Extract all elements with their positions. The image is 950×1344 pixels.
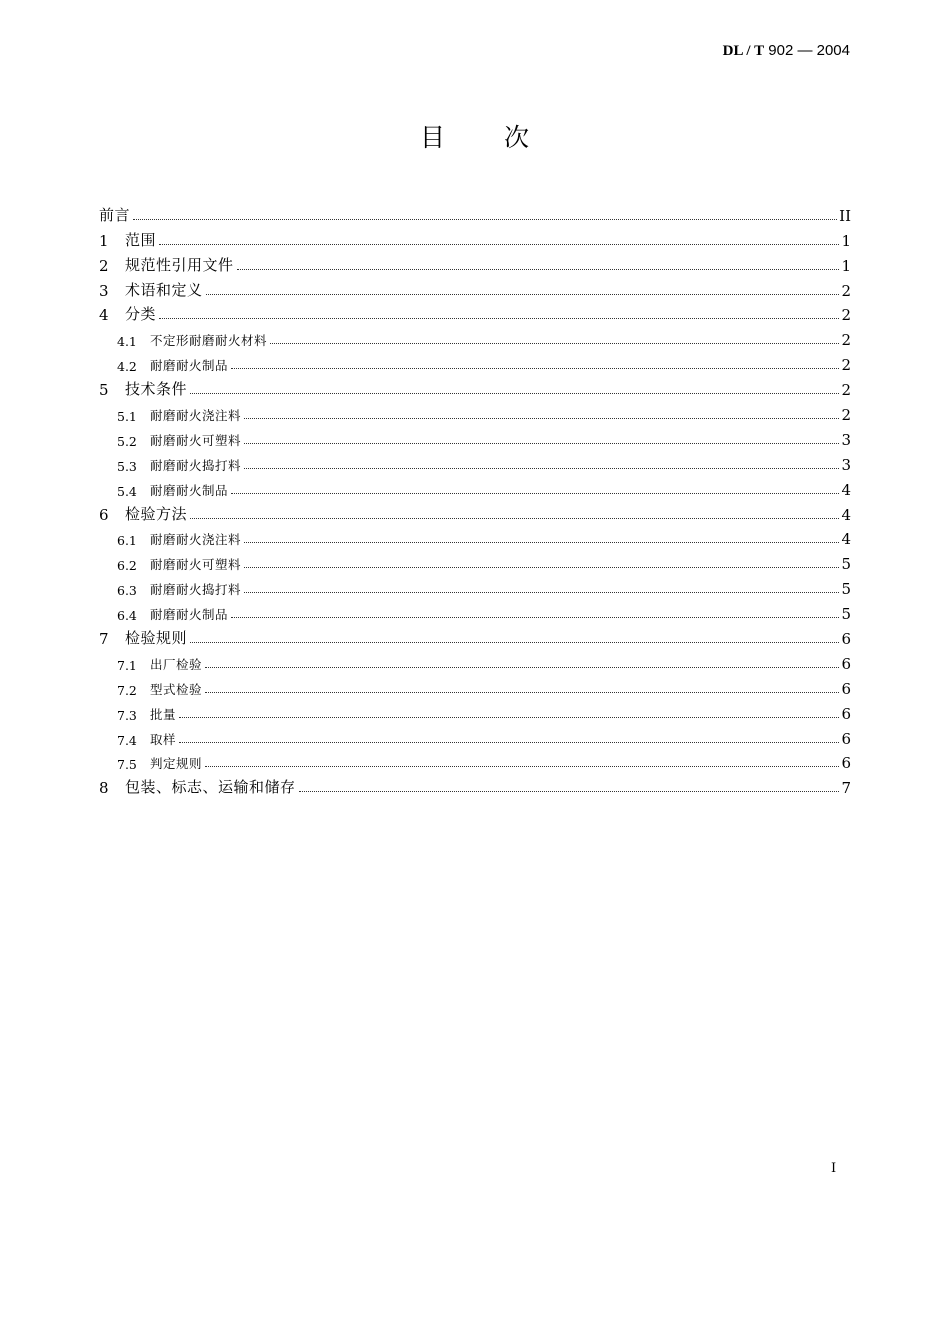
toc-subentry[interactable] xyxy=(99,399,851,424)
toc-entry-number: 7.1 xyxy=(117,657,137,673)
toc-entry-number: 7.5 xyxy=(117,757,137,773)
toc-entry-title: 耐磨耐火制品 xyxy=(150,358,229,374)
toc-entry-title: 批量 xyxy=(150,706,177,722)
toc-entry[interactable] xyxy=(99,499,851,524)
toc-entry-page: 6 xyxy=(841,729,851,748)
page-title-char-1: 目 xyxy=(419,123,446,152)
toc-entry-page: 7 xyxy=(841,779,851,798)
toc-entry-title: 出厂检验 xyxy=(150,656,203,672)
toc-entry-page: 4 xyxy=(841,505,851,524)
toc-entry[interactable] xyxy=(99,275,851,300)
toc-subentry[interactable] xyxy=(99,349,851,374)
toc-entry-number: 6.3 xyxy=(117,583,137,599)
toc-entry-number: 5.4 xyxy=(117,483,137,499)
toc-entry-title: 分类 xyxy=(125,305,157,324)
toc-dot-leader xyxy=(244,542,839,543)
toc-subentry[interactable] xyxy=(99,474,851,499)
toc-entry-title: 规范性引用文件 xyxy=(125,255,234,274)
toc-entry-title: 检验方法 xyxy=(125,504,188,523)
toc-entry-title: 耐磨耐火可塑料 xyxy=(150,557,242,573)
toc-entry-title: 判定规则 xyxy=(150,756,203,772)
toc-entry[interactable] xyxy=(99,623,851,648)
toc-dot-leader xyxy=(159,318,839,319)
toc-subentry[interactable] xyxy=(99,324,851,349)
toc-dot-leader xyxy=(231,493,839,494)
page-title xyxy=(0,118,950,154)
toc-dot-leader xyxy=(244,468,839,469)
toc-subentry[interactable] xyxy=(99,748,851,773)
toc-entry[interactable] xyxy=(99,300,851,325)
page-number: I xyxy=(831,1161,837,1176)
toc-dot-leader xyxy=(190,393,839,394)
toc-subentry[interactable] xyxy=(99,573,851,598)
toc-entry-number: 6 xyxy=(99,505,109,524)
toc-entry-title: 耐磨耐火制品 xyxy=(150,607,229,623)
toc-entry-title: 包装、标志、运输和储存 xyxy=(125,778,296,797)
toc-subentry[interactable] xyxy=(99,648,851,673)
toc-entry-title: 术语和定义 xyxy=(125,280,203,299)
toc-entry-number: 5.2 xyxy=(117,433,137,449)
toc-entry-number: 8 xyxy=(99,779,109,798)
toc-entry-number: 6.1 xyxy=(117,533,137,549)
toc-entry[interactable] xyxy=(99,225,851,250)
toc-entry-number: 7.2 xyxy=(117,682,137,698)
toc-entry-number: 4.1 xyxy=(117,334,137,350)
toc-entry-number: 6.4 xyxy=(117,608,137,624)
toc-entry-page: 4 xyxy=(841,530,851,549)
toc-dot-leader xyxy=(190,518,839,519)
standard-code xyxy=(723,42,850,60)
toc-dot-leader xyxy=(190,642,839,643)
toc-entry-page: 3 xyxy=(841,455,851,474)
toc-entry-title: 取样 xyxy=(150,731,177,747)
toc-entry-page: 5 xyxy=(841,555,851,574)
toc-entry[interactable] xyxy=(99,772,851,797)
toc-entry[interactable] xyxy=(99,374,851,399)
toc-entry-page: 4 xyxy=(841,480,851,499)
toc-entry-number: 7 xyxy=(99,630,109,649)
toc-dot-leader xyxy=(231,617,839,618)
toc-dot-leader xyxy=(270,343,839,344)
toc-entry-title: 技术条件 xyxy=(125,380,188,399)
toc-entry-number: 4.2 xyxy=(117,359,137,375)
standard-code-prefix: DL / T xyxy=(722,43,765,59)
table-of-contents xyxy=(99,200,851,797)
toc-dot-leader xyxy=(205,766,839,767)
toc-dot-leader xyxy=(206,294,840,295)
toc-dot-leader xyxy=(237,269,840,270)
toc-subentry[interactable] xyxy=(99,673,851,698)
toc-entry-number: 7.3 xyxy=(117,707,137,723)
toc-dot-leader xyxy=(133,219,837,220)
toc-entry-page: 6 xyxy=(841,679,851,698)
toc-dot-leader xyxy=(179,742,839,743)
toc-dot-leader xyxy=(179,717,839,718)
toc-entry-number: 1 xyxy=(99,231,109,250)
toc-entry-page: 2 xyxy=(841,381,851,400)
toc-entry-page: 6 xyxy=(841,630,851,649)
toc-entry-number: 2 xyxy=(99,256,109,275)
toc-entry-page: 6 xyxy=(841,654,851,673)
toc-dot-leader xyxy=(244,567,839,568)
toc-dot-leader xyxy=(244,592,839,593)
toc-entry-page: 6 xyxy=(841,704,851,723)
toc-entry-number: 6.2 xyxy=(117,558,137,574)
toc-subentry[interactable] xyxy=(99,723,851,748)
toc-entry-title: 不定形耐磨耐火材料 xyxy=(150,333,268,349)
toc-entry-page: 2 xyxy=(841,281,851,300)
toc-entry-number: 5.1 xyxy=(117,409,137,425)
toc-entry-page: 2 xyxy=(841,306,851,325)
toc-entry-page: 1 xyxy=(841,256,851,275)
toc-dot-leader xyxy=(299,791,840,792)
toc-subentry[interactable] xyxy=(99,449,851,474)
toc-entry-title: 耐磨耐火捣打料 xyxy=(150,457,242,473)
toc-dot-leader xyxy=(159,244,839,245)
toc-entry-number: 7.4 xyxy=(117,732,137,748)
toc-entry-number: 4 xyxy=(99,306,109,325)
toc-entry-page: 5 xyxy=(841,605,851,624)
toc-subentry[interactable] xyxy=(99,598,851,623)
toc-entry-title: 耐磨耐火可塑料 xyxy=(150,432,242,448)
toc-entry-number: 5.3 xyxy=(117,458,137,474)
toc-entry-title: 前言 xyxy=(99,205,131,224)
toc-subentry[interactable] xyxy=(99,698,851,723)
toc-entry-title: 耐磨耐火捣打料 xyxy=(150,582,242,598)
toc-entry-number: 5 xyxy=(99,381,109,400)
toc-dot-leader xyxy=(244,443,839,444)
toc-entry-page: 2 xyxy=(841,331,851,350)
toc-entry-title: 耐磨耐火浇注料 xyxy=(150,408,242,424)
toc-entry-page: 6 xyxy=(841,754,851,773)
toc-entry-title: 检验规则 xyxy=(125,629,188,648)
toc-entry[interactable] xyxy=(99,250,851,275)
toc-entry-number: 3 xyxy=(99,281,109,300)
toc-entry-page: 1 xyxy=(841,231,851,250)
standard-code-number: 902 — 2004 xyxy=(764,42,850,59)
toc-dot-leader xyxy=(244,418,839,419)
toc-entry-page: II xyxy=(839,206,851,225)
toc-subentry[interactable] xyxy=(99,424,851,449)
toc-entry-title: 型式检验 xyxy=(150,681,203,697)
toc-dot-leader xyxy=(205,692,839,693)
toc-entry-title: 耐磨耐火浇注料 xyxy=(150,532,242,548)
toc-entry-title: 耐磨耐火制品 xyxy=(150,482,229,498)
toc-entry-page: 3 xyxy=(841,430,851,449)
toc-subentry[interactable] xyxy=(99,524,851,549)
page-title-char-2: 次 xyxy=(504,123,531,152)
toc-entry-title: 范围 xyxy=(125,230,157,249)
toc-dot-leader xyxy=(205,667,839,668)
toc-entry-page: 2 xyxy=(841,356,851,375)
toc-entry-page: 5 xyxy=(841,580,851,599)
toc-entry[interactable] xyxy=(99,200,851,225)
toc-subentry[interactable] xyxy=(99,548,851,573)
toc-dot-leader xyxy=(231,368,839,369)
toc-entry-page: 2 xyxy=(841,406,851,425)
